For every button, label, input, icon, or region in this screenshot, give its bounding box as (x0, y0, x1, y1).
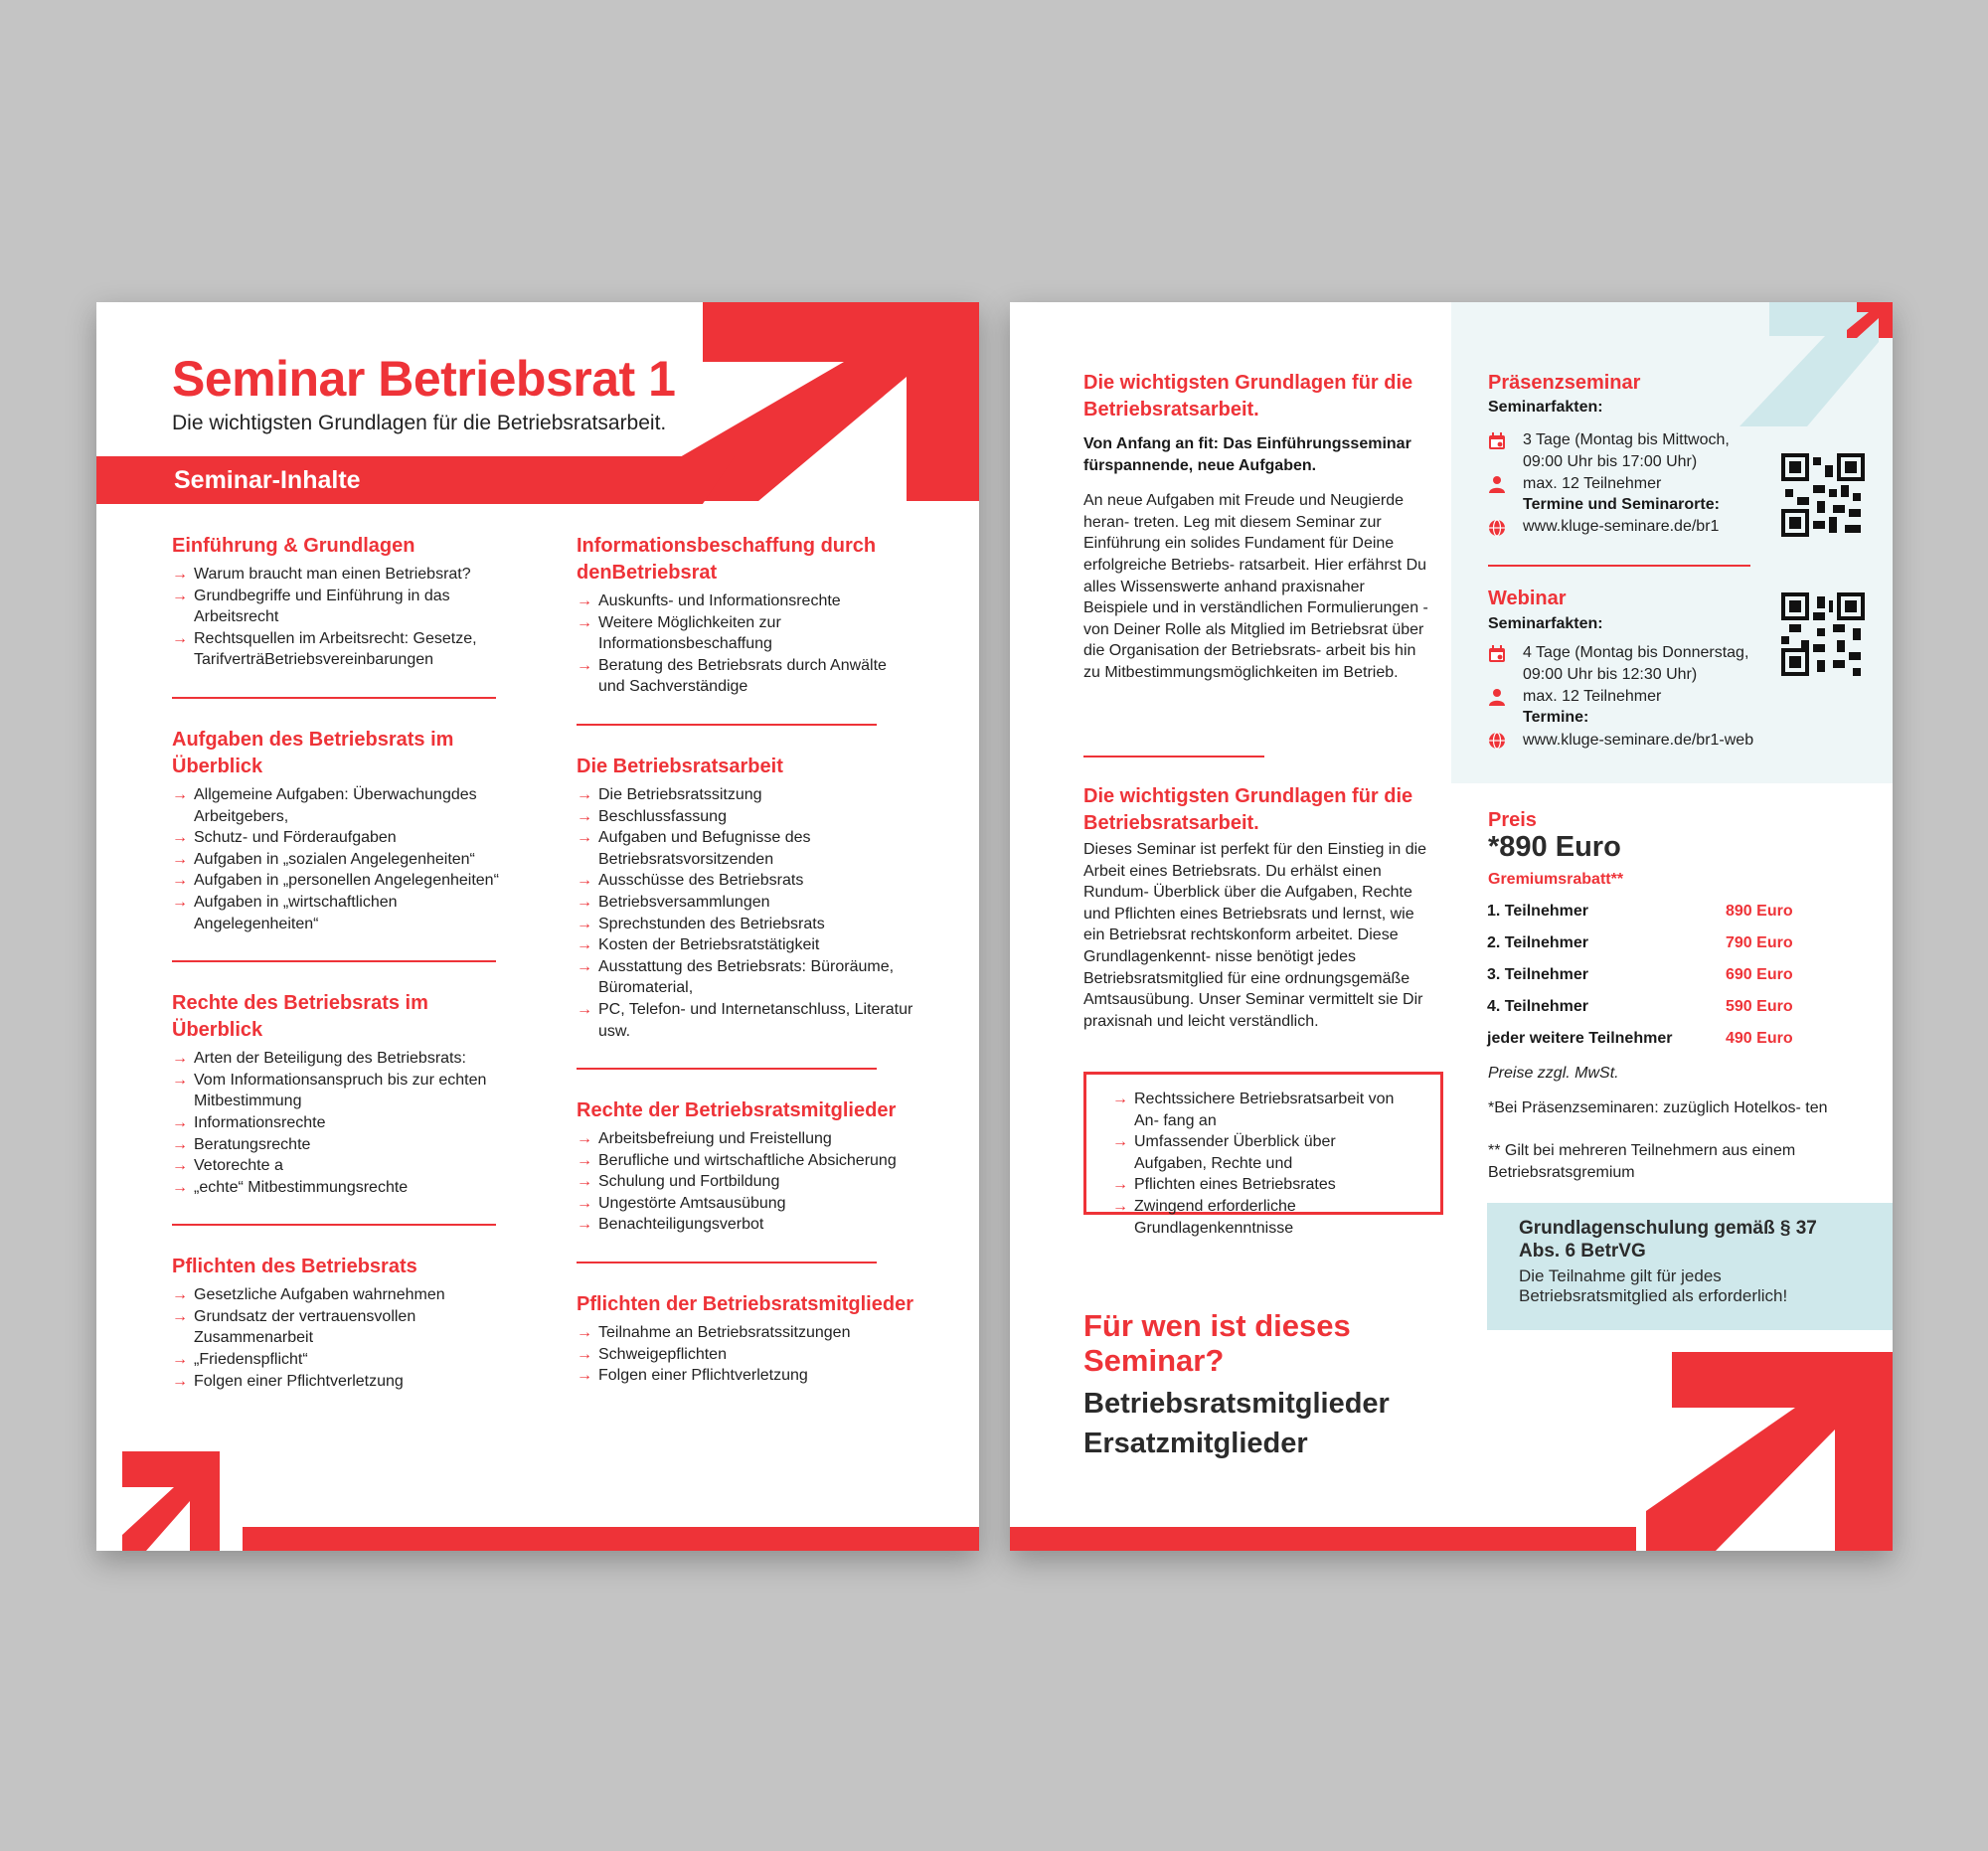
item-list (172, 1284, 510, 1392)
big-arrow-icon (1646, 1352, 1893, 1551)
item-list (577, 784, 914, 1042)
list-item: → Allgemeine Aufgaben: Überwachungdes Arbeitgebers, (172, 784, 510, 827)
list-item: → Informationsrechte (172, 1112, 510, 1134)
audience-block (1083, 1308, 1441, 1463)
price-row (1487, 1030, 1815, 1048)
divider (1488, 565, 1750, 567)
list-item: → Beratungsrechte (172, 1134, 510, 1156)
price-row-amount: 590 Euro (1726, 998, 1793, 1015)
list-item: → Aufgaben in „personellen Angelegenheiten“ (172, 870, 510, 892)
divider (172, 1224, 496, 1226)
divider (1083, 756, 1264, 757)
webinar-facts-label: Seminarfakten: (1488, 615, 1603, 632)
webinar-title: Webinar (1488, 588, 1567, 609)
section-title: Pflichten der Betriebsratsmitglieder (577, 1293, 913, 1316)
list-item: → Die Betriebsratssitzung (577, 784, 914, 806)
list-item: → Ausschüsse des Betriebsrats (577, 870, 914, 892)
intro-body: An neue Aufgaben mit Freude und Neugierde heran- treten. Leg mit diesem Seminar zur Einführung ein solides Fundament für Deine erfolgreiche Betriebs- ratsarbeit. Hier erfährst Du alles Wissenswerte anhand praxisnaher Beispiele und in verständlichen Formulierungen - von Deiner Rolle als Mitglied im Betriebsrat über die Organisation der Betriebsrats- arbeit bis hin zu Mitbestimmungsmöglichkeiten im Betrieb. (1083, 492, 1428, 681)
person-icon (1488, 688, 1506, 706)
divider (577, 1262, 877, 1263)
calendar-icon (1488, 645, 1506, 663)
list-item: → Grundbegriffe und Einführung in das Arbeitsrecht (172, 586, 510, 628)
price-row-who: 1. Teilnehmer (1487, 903, 1588, 920)
content-column-2 (577, 533, 914, 1387)
section-title: Pflichten des Betriebsrats (172, 1256, 417, 1278)
list-item: → „echte“ Mitbestimmungsrechte (172, 1177, 510, 1199)
price-row-amount: 890 Euro (1726, 903, 1793, 920)
list-item: → Ungestörte Amtsausübung (577, 1193, 914, 1215)
list-item: → Ausstattung des Betriebsrats: Büroräume, Büromaterial, (577, 956, 914, 999)
list-item: → Gesetzliche Aufgaben wahrnehmen (172, 1284, 510, 1306)
list-item: → Vetorechte a (172, 1155, 510, 1177)
bottom-bar (243, 1527, 979, 1551)
list-item: → Aufgaben in „sozialen Angelegenheiten“ (172, 849, 510, 871)
list-item: → Weitere Möglichkeiten zur Informationsbeschaffung (577, 612, 914, 655)
praesenz-title: Präsenzseminar (1488, 372, 1641, 394)
list-item: → Beratung des Betriebsrats durch Anwälte und Sachverständige (577, 655, 914, 698)
list-item: → Sprechstunden des Betriebsrats (577, 914, 914, 935)
divider (577, 1068, 877, 1070)
price-row-amount: 490 Euro (1726, 1030, 1793, 1047)
price-row (1487, 934, 1815, 952)
audience-answer: Betriebsratsmitglieder (1083, 1388, 1390, 1420)
second-heading: Die wichtigsten Grundlagen für die Betriebsratsarbeit. (1083, 785, 1413, 834)
second-body: Dieses Seminar ist perfekt für den Einstieg in die Arbeit eines Betriebsrats. Du erhälst einen Rundum- Überblick über die Aufgaben, Rechte und Pflichten eines Betriebsrats und lernst, wie ein Betriebsrat rechtskonform arbeitet. Diese Grundlagenkennt- nisse benötigt jedes Betriebsratsmitglied für eine ordnungsgemäße Amtsausübung. Unser Seminar vermittelt sie Dir praxisnah und leicht verständlich. (1083, 841, 1427, 1030)
list-item: → Schweigepflichten (577, 1344, 914, 1366)
section-title: Informationsbeschaffung durch denBetriebsrat (577, 535, 877, 584)
price-row (1487, 903, 1815, 921)
item-list (172, 564, 510, 671)
list-item: → PC, Telefon- und Internetanschluss, Literatur usw. (577, 999, 914, 1042)
praesenz-url[interactable]: www.kluge-seminare.de/br1 (1523, 518, 1720, 535)
webinar-participants: max. 12 Teilnehmer (1523, 688, 1662, 705)
list-item: → Rechtssichere Betriebsratsarbeit von An- fang an (1112, 1089, 1401, 1131)
calendar-icon (1488, 432, 1506, 450)
list-item: → Berufliche und wirtschaftliche Absicherung (577, 1150, 914, 1172)
intro-heading: Die wichtigsten Grundlagen für die Betriebsratsarbeit. (1083, 372, 1413, 421)
praesenz-participants: max. 12 Teilnehmer (1523, 475, 1662, 492)
webinar-duration: 4 Tage (Montag bis Donnerstag, 09:00 Uhr bis 12:30 Uhr) (1523, 644, 1749, 683)
footnote-hotel: *Bei Präsenzseminaren: zuzüglich Hotelkos- ten (1488, 1099, 1828, 1116)
intro-block (1083, 370, 1431, 684)
main-title: Seminar Betriebsrat 1 (172, 351, 676, 407)
item-list (577, 1128, 914, 1236)
list-item: → Schulung und Fortbildung (577, 1171, 914, 1193)
price-row-amount: 790 Euro (1726, 934, 1793, 951)
band-label: Seminar-Inhalte (174, 466, 361, 494)
qr-code-icon (1781, 453, 1865, 537)
list-item: → Beschlussfassung (577, 806, 914, 828)
section-title: Die Betriebsratsarbeit (577, 755, 783, 777)
price-row-amount: 690 Euro (1726, 966, 1793, 983)
price-row-who: 3. Teilnehmer (1487, 966, 1588, 983)
section-title: Rechte des Betriebsrats im Überblick (172, 992, 428, 1042)
praesenz-termine-label: Termine und Seminarorte: (1523, 496, 1720, 513)
list-item: → Folgen einer Pflichtverletzung (172, 1371, 510, 1393)
praesenz-duration: 3 Tage (Montag bis Mittwoch, 09:00 Uhr bis 17:00 Uhr) (1523, 431, 1730, 470)
price-row-who: 2. Teilnehmer (1487, 934, 1588, 951)
list-item: → Aufgaben in „wirtschaftlichen Angelegenheiten“ (172, 892, 510, 934)
audience-question: Für wen ist dieses Seminar? (1083, 1308, 1351, 1378)
list-item: → Teilnahme an Betriebsratssitzungen (577, 1322, 914, 1344)
section-title: Einführung & Grundlagen (172, 535, 415, 557)
praesenz-facts-label: Seminarfakten: (1488, 399, 1603, 416)
audience-answer: Ersatzmitglieder (1083, 1428, 1308, 1459)
vat-note: Preise zzgl. MwSt. (1488, 1065, 1619, 1082)
webinar-termine-label: Termine: (1523, 709, 1589, 726)
list-item: → „Friedenspflicht“ (172, 1349, 510, 1371)
list-item: → Aufgaben und Befugnisse des Betriebsratsvorsitzenden (577, 827, 914, 870)
small-arrow-icon (122, 1451, 220, 1551)
person-icon (1488, 475, 1506, 493)
list-item: → Auskunfts- und Informationsrechte (577, 590, 914, 612)
list-item: → Rechtsquellen im Arbeitsrecht: Gesetze, TarifverträBetriebsvereinbarungen (172, 628, 510, 671)
price-row-who: 4. Teilnehmer (1487, 998, 1588, 1015)
section-title: Aufgaben des Betriebsrats im Überblick (172, 728, 454, 777)
list-item: → Umfassender Überblick über Aufgaben, Rechte und (1112, 1131, 1401, 1174)
list-item: → Arbeitsbefreiung und Freistellung (577, 1128, 914, 1150)
list-item: → Warum braucht man einen Betriebsrat? (172, 564, 510, 586)
list-item: → Pflichten eines Betriebsrates (1112, 1174, 1401, 1196)
second-block (1083, 783, 1431, 1032)
red-corner-arrow-icon (1847, 302, 1893, 338)
globe-icon (1488, 732, 1506, 750)
webinar-url[interactable]: www.kluge-seminare.de/br1-web (1523, 732, 1754, 749)
intro-lead: Von Anfang an fit: Das Einführungsseminar fürspannende, neue Aufgaben. (1083, 435, 1411, 474)
list-item: → Folgen einer Pflichtverletzung (577, 1365, 914, 1387)
list-item: → Schutz- und Förderaufgaben (172, 827, 510, 849)
item-list (172, 784, 510, 934)
list-item: → Vom Informationsanspruch bis zur echten Mitbestimmung (172, 1070, 510, 1112)
divider (172, 960, 496, 962)
footnote-gremium: ** Gilt bei mehreren Teilnehmern aus einem Betriebsratsgremium (1488, 1142, 1796, 1181)
item-list (172, 1048, 510, 1198)
content-column-1 (172, 533, 510, 1392)
price-row (1487, 998, 1815, 1016)
globe-icon (1488, 519, 1506, 537)
discount-label: Gremiumsrabatt** (1488, 871, 1624, 888)
price-row-who: jeder weitere Teilnehmer (1487, 1030, 1673, 1047)
price-label: Preis (1488, 809, 1537, 831)
divider (577, 724, 877, 726)
benefits-list (1112, 1089, 1401, 1239)
price-amount: *890 Euro (1488, 831, 1621, 863)
left-page (96, 302, 979, 1551)
item-list (577, 590, 914, 698)
list-item: → Kosten der Betriebsratstätigkeit (577, 934, 914, 956)
subtitle: Die wichtigsten Grundlagen für die Betriebsratsarbeit. (172, 412, 667, 434)
item-list (577, 1322, 914, 1387)
qr-code-icon (1781, 592, 1865, 676)
list-item: → Arten der Beteiligung des Betriebsrats: (172, 1048, 510, 1070)
bottom-bar (1010, 1527, 1636, 1551)
divider (172, 697, 496, 699)
legal-text: Die Teilnahme gilt für jedes Betriebsratsmitglied als erforderlich! (1519, 1266, 1788, 1305)
benefits-box (1083, 1072, 1443, 1237)
legal-title: Grundlagenschulung gemäß § 37 Abs. 6 BetrVG (1519, 1218, 1817, 1262)
price-row (1487, 966, 1815, 984)
list-item: → Grundsatz der vertrauensvollen Zusammenarbeit (172, 1306, 510, 1349)
right-page (1010, 302, 1893, 1551)
list-item: → Benachteiligungsverbot (577, 1214, 914, 1236)
section-title: Rechte der Betriebsratsmitglieder (577, 1099, 897, 1122)
list-item: → Zwingend erforderliche Grundlagenkenntnisse (1112, 1196, 1401, 1239)
list-item: → Betriebsversammlungen (577, 892, 914, 914)
